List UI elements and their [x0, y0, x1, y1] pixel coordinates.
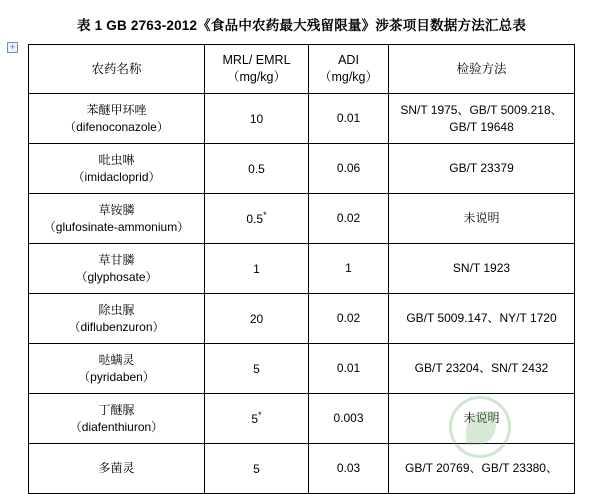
method-value: 未说明	[463, 211, 500, 226]
cell-adi	[309, 444, 389, 494]
pesticide-name-cn: 草铵膦	[98, 203, 135, 218]
adi-value: 0.02	[336, 211, 361, 226]
cell-adi	[309, 294, 389, 344]
method-value: SN/T 1975、GB/T 5009.218、GB/T 19648	[400, 103, 563, 134]
method-value: 未说明	[463, 411, 500, 426]
pesticide-name-en: （glyphosate）	[75, 269, 158, 284]
cell-pesticide-name	[29, 344, 205, 394]
table-row	[29, 444, 575, 494]
mrl-value: 20	[249, 312, 264, 327]
pesticide-name-en: （imidacloprid）	[72, 169, 161, 184]
cell-pesticide-name	[29, 244, 205, 294]
pesticide-name-en: （pyridaben）	[78, 369, 155, 384]
pesticide-residue-table	[28, 44, 575, 494]
cell-test-method	[389, 194, 575, 244]
mrl-superscript: *	[258, 410, 262, 421]
column-header-mrl	[205, 45, 309, 94]
adi-value: 0.01	[336, 361, 361, 376]
cell-mrl	[205, 294, 309, 344]
cell-mrl	[205, 444, 309, 494]
method-value: GB/T 20769、GB/T 23380、	[405, 461, 558, 476]
cell-test-method	[389, 444, 575, 494]
table-row	[29, 244, 575, 294]
mrl-value: 5	[253, 462, 260, 477]
cell-mrl	[205, 144, 309, 194]
cell-test-method	[389, 394, 575, 444]
adi-value: 0.03	[336, 461, 361, 476]
cell-adi	[309, 344, 389, 394]
pesticide-name-cn: 吡虫啉	[98, 153, 135, 168]
cell-test-method	[389, 244, 575, 294]
cell-mrl	[205, 344, 309, 394]
pesticide-name-cn: 草甘膦	[98, 253, 135, 268]
cell-test-method	[389, 94, 575, 144]
cell-adi	[309, 394, 389, 444]
adi-value: 0.01	[336, 111, 361, 126]
header-line-2: （mg/kg）	[226, 70, 287, 84]
cell-adi	[309, 94, 389, 144]
adi-value: 0.06	[336, 161, 361, 176]
pesticide-name-en: （glufosinate-ammonium）	[43, 219, 190, 234]
column-header-test-method	[389, 45, 575, 94]
header-line-1: 农药名称	[91, 61, 142, 76]
cell-mrl	[205, 94, 309, 144]
table-body	[29, 94, 575, 494]
method-value: GB/T 23379	[449, 161, 514, 176]
adi-value: 0.02	[336, 311, 361, 326]
page-anchor-marker: +	[7, 42, 18, 53]
pesticide-name-cn: 苯醚甲环唑	[86, 103, 147, 118]
mrl-superscript: *	[263, 210, 267, 221]
adi-value: 0.003	[333, 411, 364, 426]
table-row	[29, 394, 575, 444]
mrl-value: 0.5	[246, 212, 264, 227]
page-title: 表 1 GB 2763-2012《食品中农药最大残留限量》涉茶项目数据方法汇总表	[76, 18, 527, 33]
cell-test-method	[389, 294, 575, 344]
cell-pesticide-name	[29, 94, 205, 144]
header-line-1: MRL/ EMRL	[222, 53, 291, 68]
header-line-1: 检验方法	[456, 61, 507, 76]
header-line-2: （mg/kg）	[318, 70, 379, 84]
mrl-value: 10	[249, 112, 264, 127]
cell-pesticide-name	[29, 294, 205, 344]
method-value: SN/T 1923	[452, 261, 511, 276]
column-header-pesticide-name	[29, 45, 205, 94]
pesticide-name-cn: 多菌灵	[98, 461, 135, 476]
cell-mrl	[205, 244, 309, 294]
cell-pesticide-name	[29, 194, 205, 244]
mrl-value: 5	[251, 412, 259, 427]
method-value: GB/T 23204、SN/T 2432	[414, 361, 549, 376]
adi-value: 1	[345, 261, 352, 276]
mrl-value: 1	[253, 262, 260, 277]
mrl-value: 0.5	[248, 162, 265, 177]
column-header-adi	[309, 45, 389, 94]
pesticide-name-cn: 除虫脲	[98, 303, 135, 318]
table-row	[29, 294, 575, 344]
cell-adi	[309, 144, 389, 194]
pesticide-name-en: （difenoconazole）	[64, 119, 169, 134]
mrl-value: 5	[253, 362, 260, 377]
table-row	[29, 344, 575, 394]
pesticide-name-en: （diflubenzuron）	[68, 319, 165, 334]
header-line-1: ADI	[338, 53, 359, 68]
cell-mrl	[205, 194, 309, 244]
table-row	[29, 194, 575, 244]
cell-mrl	[205, 394, 309, 444]
pesticide-name-cn: 丁醚脲	[98, 403, 135, 418]
cell-test-method	[389, 144, 575, 194]
pesticide-name-cn: 哒螨灵	[98, 353, 135, 368]
pesticide-name-en: （diafenthiuron）	[69, 419, 164, 434]
cell-pesticide-name	[29, 394, 205, 444]
cell-test-method	[389, 344, 575, 394]
method-value: GB/T 5009.147、NY/T 1720	[406, 311, 557, 326]
table-row	[29, 144, 575, 194]
cell-pesticide-name	[29, 144, 205, 194]
table-header-row	[29, 45, 575, 94]
cell-adi	[309, 244, 389, 294]
cell-pesticide-name	[29, 444, 205, 494]
table-row	[29, 94, 575, 144]
cell-adi	[309, 194, 389, 244]
